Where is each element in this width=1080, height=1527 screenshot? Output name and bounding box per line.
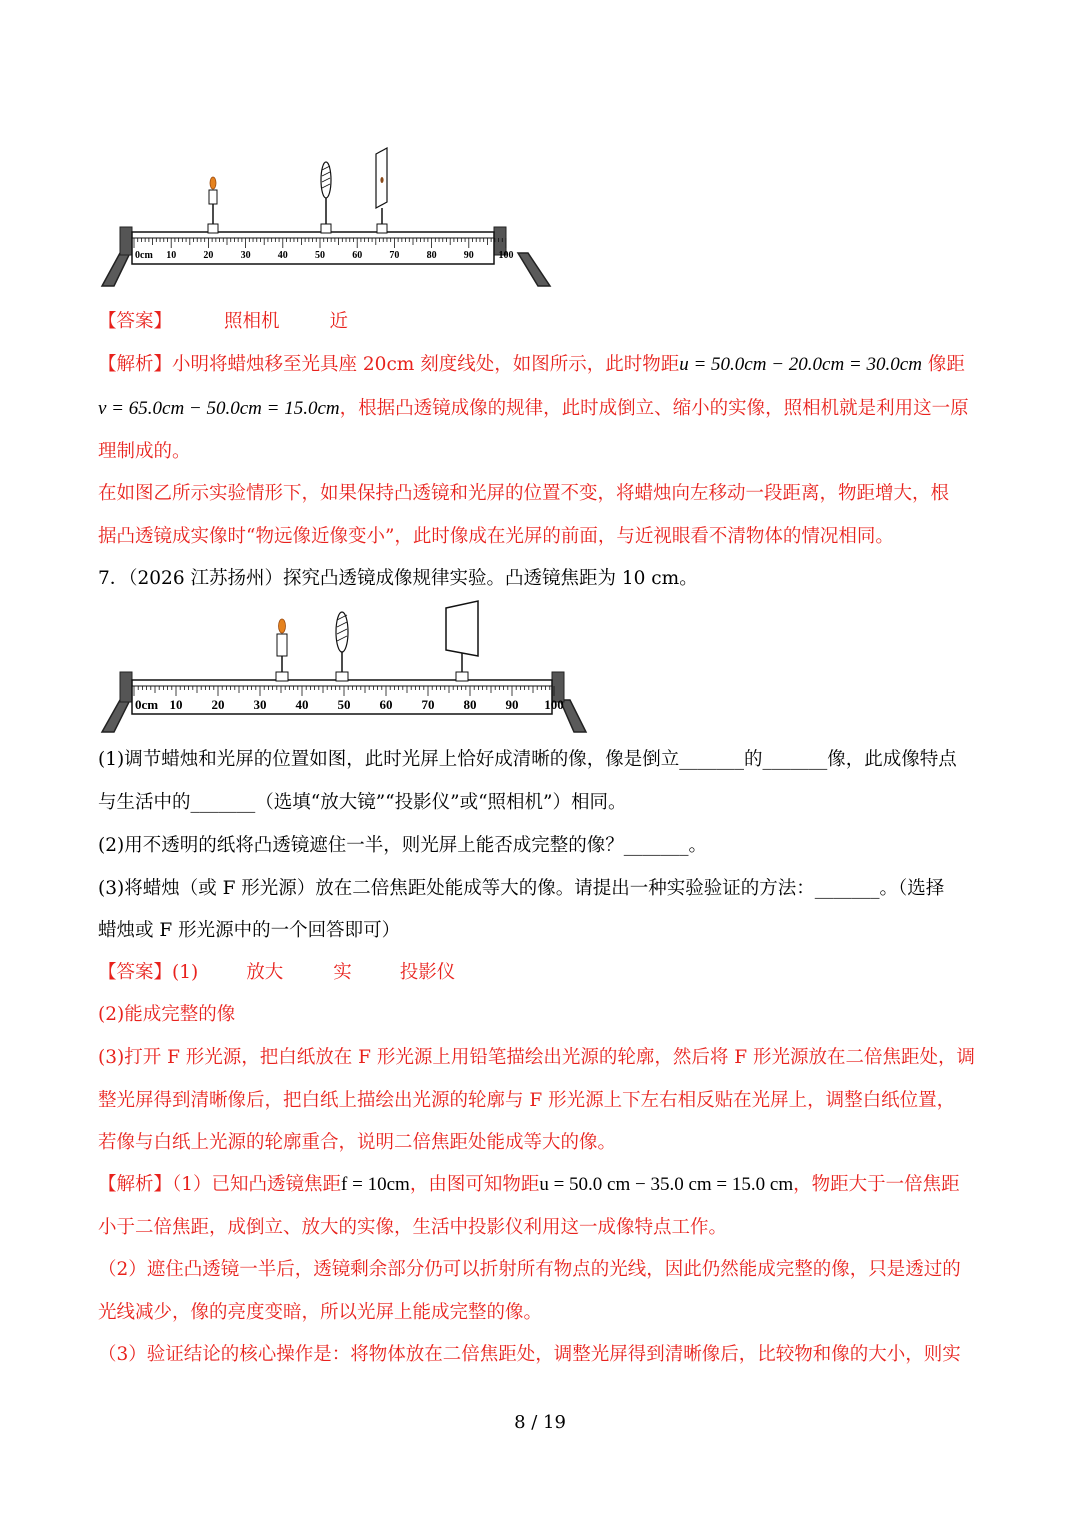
- scale-label: 90: [505, 697, 519, 712]
- analysis-line-5: 据凸透镜成实像时“物远像近像变小”，此时像成在光屏的前面，与近视眼看不清物体的情况相同。: [98, 526, 894, 547]
- scale-label: 100: [544, 697, 564, 712]
- question-part-1-line-2: 与生活中的_______（选填“放大镜”“投影仪”或“照相机”）相同。: [98, 792, 627, 813]
- scale-label: 80: [463, 697, 477, 712]
- candle-icon: [276, 619, 288, 681]
- analysis-line-4: 在如图乙所示实验情形下，如果保持凸透镜和光屏的位置不变，将蜡烛向左移动一段距离，物距增大，根: [98, 483, 950, 504]
- answer-blank-3: 投影仪: [399, 962, 456, 983]
- page-number: 8 / 19: [514, 1412, 566, 1433]
- answer-blank-1: 放大: [246, 962, 284, 983]
- scale-label: 10: [166, 250, 177, 261]
- answer-part-3-line-3: 若像与白纸上光源的轮廓重合，说明二倍焦距处能成等大的像。: [98, 1132, 617, 1153]
- scale-label: 70: [389, 250, 400, 261]
- scale-label: 80: [426, 250, 437, 261]
- analysis-line-3: 理制成的。: [98, 441, 191, 462]
- answer-line-7: [98, 960, 988, 986]
- scale-label: 100: [498, 250, 514, 261]
- formula-focal-length: f = 10cm: [341, 1174, 410, 1195]
- scale-label: 20: [211, 697, 225, 712]
- analysis-text: 小明将蜡烛移至光具座 20cm 刻度线处，如图所示，此时物距: [172, 354, 680, 375]
- analysis7-line-2: 小于二倍焦距，成倒立、放大的实像，生活中投影仪利用这一成像特点工作。: [98, 1217, 728, 1238]
- question-part-2: (2)用不透明的纸将凸透镜遮住一半，则光屏上能否成完整的像？_______。: [98, 835, 707, 856]
- scale-label: 70: [421, 697, 435, 712]
- answer-part-2: (2)能成完整的像: [98, 1004, 236, 1025]
- light-screen-icon: [376, 148, 387, 233]
- optical-bench-figure-top: [100, 140, 560, 290]
- answer-tag: 【答案】: [98, 962, 173, 983]
- scale-label: 30: [240, 250, 251, 261]
- formula-image-distance: v = 65.0cm − 50.0cm = 15.0cm: [98, 398, 340, 419]
- convex-lens-icon: [336, 612, 348, 681]
- scale-label: 0cm: [135, 697, 159, 712]
- question-part-3-line-2: 蜡烛或 F 形光源中的一个回答即可）: [98, 920, 401, 941]
- scale-label: 50: [315, 250, 325, 261]
- light-screen-icon: [446, 601, 478, 681]
- question-title: 7．（2026 江苏扬州）探究凸透镜成像规律实验。凸透镜焦距为 10 cm。: [98, 568, 698, 589]
- scale-label: 20: [203, 250, 214, 261]
- convex-lens-icon: [321, 162, 331, 233]
- candle-icon: [208, 177, 218, 233]
- analysis7-line-5: （3）验证结论的核心操作是：将物体放在二倍焦距处，调整光屏得到清晰像后，比较物和像的大小，则实: [98, 1344, 961, 1365]
- scale-label: 40: [295, 697, 309, 712]
- analysis-line-1: [98, 352, 988, 378]
- scale-label: 60: [352, 250, 363, 261]
- answer-part-3-line-1: (3)打开 F 形光源，把白纸放在 F 形光源上用铅笔描绘出光源的轮廓，然后将 F 形光源放在二倍焦距处，调: [98, 1047, 976, 1068]
- analysis-text: ，根据凸透镜成像的规律，此时成倒立、缩小的实像，照相机就是利用这一原: [339, 398, 969, 419]
- analysis-text: 像距: [927, 354, 965, 375]
- optical-bench-figure-bottom: [100, 596, 590, 736]
- analysis-text: ，物距大于一倍焦距: [793, 1174, 960, 1195]
- question-part-1-line-1: (1)调节蜡烛和光屏的位置如图，此时光屏上恰好成清晰的像，像是倒立_______的_______像，此成像特点: [98, 749, 957, 770]
- analysis7-line-4: 光线减少，像的亮度变暗，所以光屏上能成完整的像。: [98, 1302, 543, 1323]
- answer-part-3-line-2: 整光屏得到清晰像后，把白纸上描绘出光源的轮廓与 F 形光源上下左右相反贴在光屏上，调整白纸位置，: [98, 1090, 956, 1111]
- answer-line-6: [98, 309, 988, 335]
- scale-label: 60: [379, 697, 393, 712]
- analysis-text: ，由图可知物距: [409, 1174, 540, 1195]
- analysis7-line-3: （2）遮住凸透镜一半后，透镜剩余部分仍可以折射所有物点的光线，因此仍然能成完整的像，只是透过的: [98, 1259, 961, 1280]
- scale-label: 30: [253, 697, 267, 712]
- question-part-3-line-1: (3)将蜡烛（或 F 形光源）放在二倍焦距处能成等大的像。请提出一种实验验证的方法：_______。（选择: [98, 878, 945, 899]
- scale-label: 40: [277, 250, 288, 261]
- formula-object-distance: u = 50.0cm − 20.0cm = 30.0cm: [679, 354, 922, 375]
- scale-label: 50: [337, 697, 351, 712]
- analysis-text: （1）已知凸透镜焦距: [172, 1174, 342, 1195]
- answer-blank-1: 照相机: [224, 311, 280, 332]
- answer-blank-2: 近: [329, 311, 349, 332]
- analysis7-line-1: [98, 1172, 988, 1198]
- answer-blank-2: 实: [333, 962, 352, 983]
- formula-object-distance: u = 50.0 cm − 35.0 cm = 15.0 cm: [539, 1174, 794, 1195]
- scale-label: 90: [463, 250, 474, 261]
- analysis-tag: 【解析】: [98, 1174, 173, 1195]
- answer-part-number: (1): [172, 962, 199, 983]
- scale-label: 0cm: [135, 250, 153, 261]
- answer-tag: 【答案】: [98, 311, 173, 332]
- scale-label: 10: [169, 697, 183, 712]
- analysis-tag: 【解析】: [98, 354, 173, 375]
- analysis-line-2: [98, 396, 988, 422]
